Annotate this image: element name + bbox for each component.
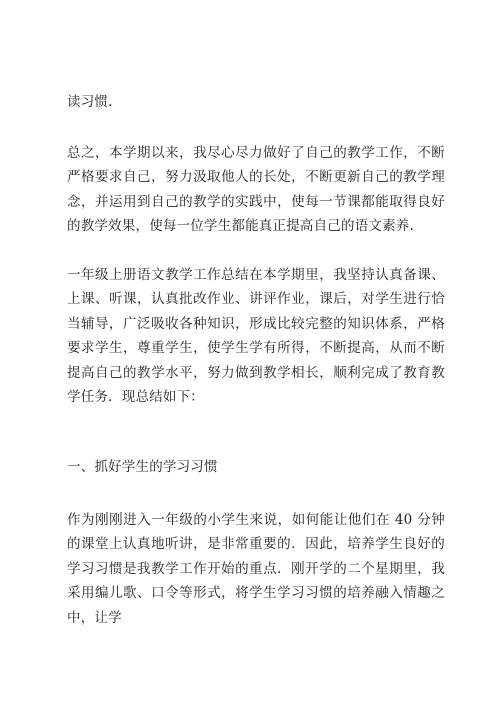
paragraph-reading-habits: 读习惯. bbox=[67, 94, 113, 110]
section-heading-study-habits: 一、抓好学生的学习习惯 bbox=[67, 459, 218, 475]
paragraph-grade-one-summary: 一年级上册语文教学工作总结在本学期里，我坚持认真备课、上课、听课，认真批改作业、讲评作业，课后，对学生进行恰当辅导，广泛吸收各种知识，形成比较完整的知识体系，严格要求学生，尊重学生，使学生学有所得，不断提高，从而不断提高自己的教学水平，努力做到教学相长，顺利完成了教育教学任务．现总结如下： bbox=[67, 267, 445, 406]
paragraph-first-grade-students: 作为刚刚进入一年级的小学生来说，如何能让他们在 40 分钟的课堂上认真地听讲，是非常重要的．因此，培养学生良好的学习习惯是我教学工作开始的重点．刚开学的二个星期里，我采用编儿歌、口令等形式，将学生学习习惯的培养融入情趣之中，让学 bbox=[67, 512, 445, 626]
document-page bbox=[67, 0, 445, 707]
paragraph-summary: 总之，本学期以来，我尽心尽力做好了自己的教学工作，不断严格要求自己，努力汲取他人的长处，不断更新自己的教学理念，并运用到自己的教学的实践中，使每一节课都能取得良好的教学效果，使每一位学生都能真正提高自己的语文素养. bbox=[67, 145, 445, 235]
